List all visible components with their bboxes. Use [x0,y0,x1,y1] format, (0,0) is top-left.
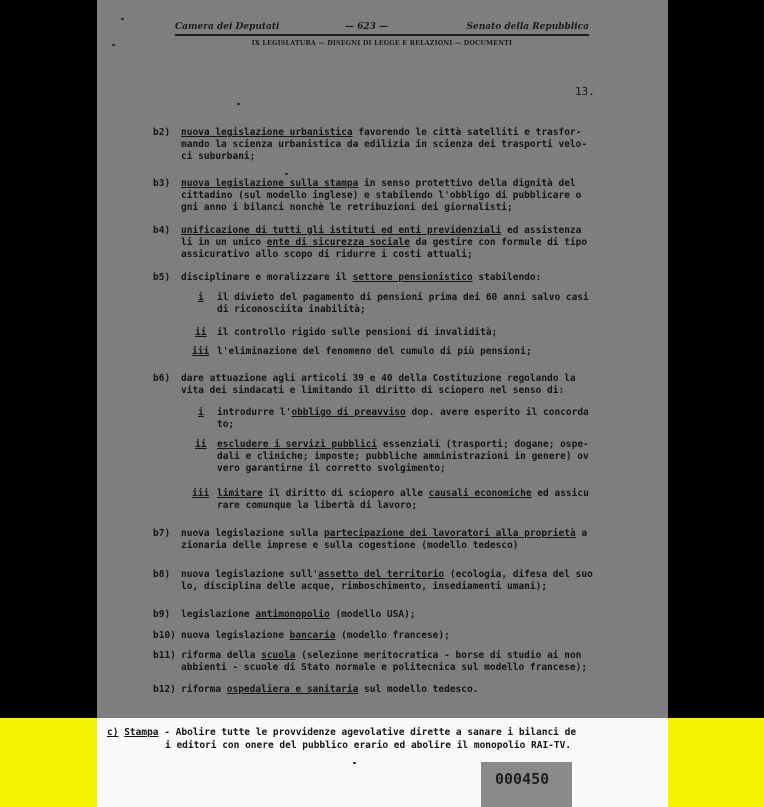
scan-speck [285,173,288,175]
header-page-number: — 623 — [345,22,389,32]
item-label: b4) [153,225,171,236]
text-segment: riforma della [181,650,262,661]
text-line: di riconosciita inabilità; [217,304,366,315]
scan-speck [121,18,124,20]
text-segment: legislazione [181,609,256,620]
sub-list-item [217,327,497,339]
sub-item-label: iii [192,346,210,357]
text-line [181,650,587,662]
list-item [181,225,587,261]
footer-text-1: - Abolire tutte le provvidenze agevolative dirette a sanare i bilanci de [158,727,577,738]
document-page [97,0,668,718]
item-label: b9) [153,609,171,620]
text-segment: lo, disciplina delle acque, rimboschimento, insediamenti umani); [181,581,548,592]
sub-item-label: iii [192,488,210,499]
text-segment: disciplinare e moralizzare il [181,272,353,283]
underlined-text: bancaria [289,630,336,641]
stamp-number: 000450 [495,770,550,788]
underlined-text: limitare [217,488,263,499]
text-line [181,385,576,397]
underlined-text: obbligo di preavviso [291,407,406,418]
text-segment: dali e cliniche; imposte; pubbliche amministrazioni in genere) ov [217,451,589,462]
text-line [181,139,587,151]
text-segment: (modello USA); [329,609,416,620]
text-line [181,225,587,237]
text-line [181,237,587,249]
text-segment: nuova legislazione sulla [181,528,324,539]
text-line [181,581,593,593]
text-segment: rare comunque la libertà di lavoro; [217,500,418,511]
text-segment: ed assicu [531,488,589,499]
list-item [181,630,450,642]
text-line [181,609,416,621]
text-segment: (ecologia, difesa del suo [444,569,593,580]
item-label: b2) [153,127,171,138]
text-line [181,272,541,284]
header-right: Senato della Repubblica [466,22,589,32]
sub-item-label: i [198,292,204,303]
header-rule [175,34,589,36]
list-item [181,272,541,284]
text-segment: sul modello tedesco. [358,684,479,695]
sub-list-item [217,488,589,512]
text-segment: in senso protettivo della dignità del [358,178,576,189]
text-segment: mando la scienza urbanistica da edilizia in scienza dei trasporti velo- [181,139,588,150]
scan-speck [112,44,115,46]
underlined-text: nuova legislazione sulla stampa [181,178,359,189]
text-segment: il diritto di sciopero alle [262,488,429,499]
text-line [181,373,576,385]
underlined-text: scuola [261,650,296,661]
list-item [181,127,587,163]
text-line [181,178,581,190]
footer-label: c) [107,727,119,738]
text-segment: vero garantirne il corretto svolgimento; [217,463,446,474]
text-line: il divieto del pagamento di pensioni prima dei 60 anni salvo casi [217,292,589,303]
text-line [181,190,581,202]
footer-strip [97,718,668,807]
item-label: b11) [153,650,176,661]
underlined-text: settore pensionistico [352,272,473,283]
item-label: b8) [153,569,171,580]
scan-speck [353,762,356,764]
section-page-number: 13. [575,85,595,98]
item-label: b10) [153,630,176,641]
text-line [181,540,587,552]
list-item [181,609,416,621]
item-label: b7) [153,528,171,539]
sub-list-item [217,439,589,475]
text-line [217,500,589,512]
text-line [217,407,589,419]
text-line [181,202,581,214]
text-segment: cittadino (sul modello inglese) e stabilendo l'obbligo di pubblicare o [181,190,582,201]
text-line [217,439,589,451]
footer-line-1 [107,727,576,739]
sub-list-item [217,346,532,358]
text-line [217,463,589,475]
text-segment: introdurre l' [217,407,292,418]
text-segment: essenziali (trasporti; dogane; ospe- [377,439,589,450]
sub-list-item [217,407,589,431]
text-segment: dop. avere esperito il concorda [405,407,589,418]
text-segment: gni anno i bilanci nonchè le retribuzioni dei giornalisti; [181,202,513,213]
underlined-text: unificazione di tutti gli istituti ed enti previdenziali [181,225,502,236]
text-line: il controllo rigido sulle pensioni di invalidità; [217,327,498,338]
item-label: b5) [153,272,171,283]
footer-underlined-term: Stampa [124,727,159,738]
footer-line-2 [165,740,571,752]
text-segment: li in un unico [181,237,267,248]
list-item [181,528,587,552]
text-line [181,151,587,163]
list-item [181,684,478,696]
sub-list-item [217,292,589,316]
text-line [217,419,589,431]
text-segment: assicurativo allo scopo di ridurre i costi attuali; [181,249,473,260]
item-label: b12) [153,684,176,695]
text-segment: stabilendo: [472,272,542,283]
text-line [181,684,478,696]
text-segment: a [575,528,588,539]
text-segment: abbienti - scuole di Stato normale e politecnica sul modello francese); [181,662,588,673]
text-line [181,569,593,581]
text-segment: riforma [181,684,227,695]
underlined-text: partecipazione dei lavoratori alla proprietà [324,528,576,539]
list-item [181,373,576,397]
underlined-text: assetto del territorio [318,569,445,580]
text-segment: (selezione meritocratica - borse di studio ai non [295,650,582,661]
header-left: Camera dei Deputati [175,22,280,32]
list-item [181,569,593,593]
archive-stamp [481,762,572,807]
text-segment: ci suburbani; [181,151,256,162]
scan-speck [237,103,240,105]
text-line [217,488,589,500]
text-segment: dare attuazione agli articoli 39 e 40 della Costituzione regolando la [181,373,576,384]
sub-item-label: i [198,407,204,418]
underlined-text: escludere i servizi pubblici [217,439,378,450]
underlined-text: ospedaliera e sanitaria [226,684,359,695]
text-segment: zionaria delle imprese e sulla cogestione (modello tedesco) [181,540,519,551]
text-segment: nuova legislazione sull' [181,569,319,580]
underlined-text: antimonopolio [255,609,330,620]
text-segment: to; [217,419,235,430]
underlined-text: causali economiche [428,488,532,499]
item-label: b3) [153,178,171,189]
list-item [181,178,581,214]
text-line [181,249,587,261]
text-line [217,451,589,463]
text-line: l'eliminazione del fenomeno del cumulo di più pensioni; [217,346,532,357]
text-line [181,528,587,540]
text-line [181,127,587,139]
text-segment: ed assistenza [501,225,582,236]
list-item [181,650,587,674]
footer-text-2: i editori con onere del pubblico erario ed abolire il monopolio RAI-TV. [165,740,572,751]
item-label: b6) [153,373,171,384]
running-header [175,20,589,34]
header-subtitle: IX LEGISLATURA — DISEGNI DI LEGGE E RELAZIONI — DOCUMENTI [251,40,513,47]
text-segment: favorendo le città satelliti e trasfor- [352,127,582,138]
text-line [181,662,587,674]
underlined-text: nuova legislazione urbanistica [181,127,353,138]
text-segment: vita dei sindacati e limitando il diritto di sciopero nel senso di: [181,385,565,396]
sub-item-label: ii [195,439,207,450]
sub-item-label: ii [195,327,207,338]
text-segment: da gestire con formule di tipo [409,237,588,248]
text-segment: nuova legislazione [181,630,290,641]
text-segment: (modello francese); [335,630,450,641]
text-line [181,630,450,642]
underlined-text: ente di sicurezza sociale [266,237,410,248]
